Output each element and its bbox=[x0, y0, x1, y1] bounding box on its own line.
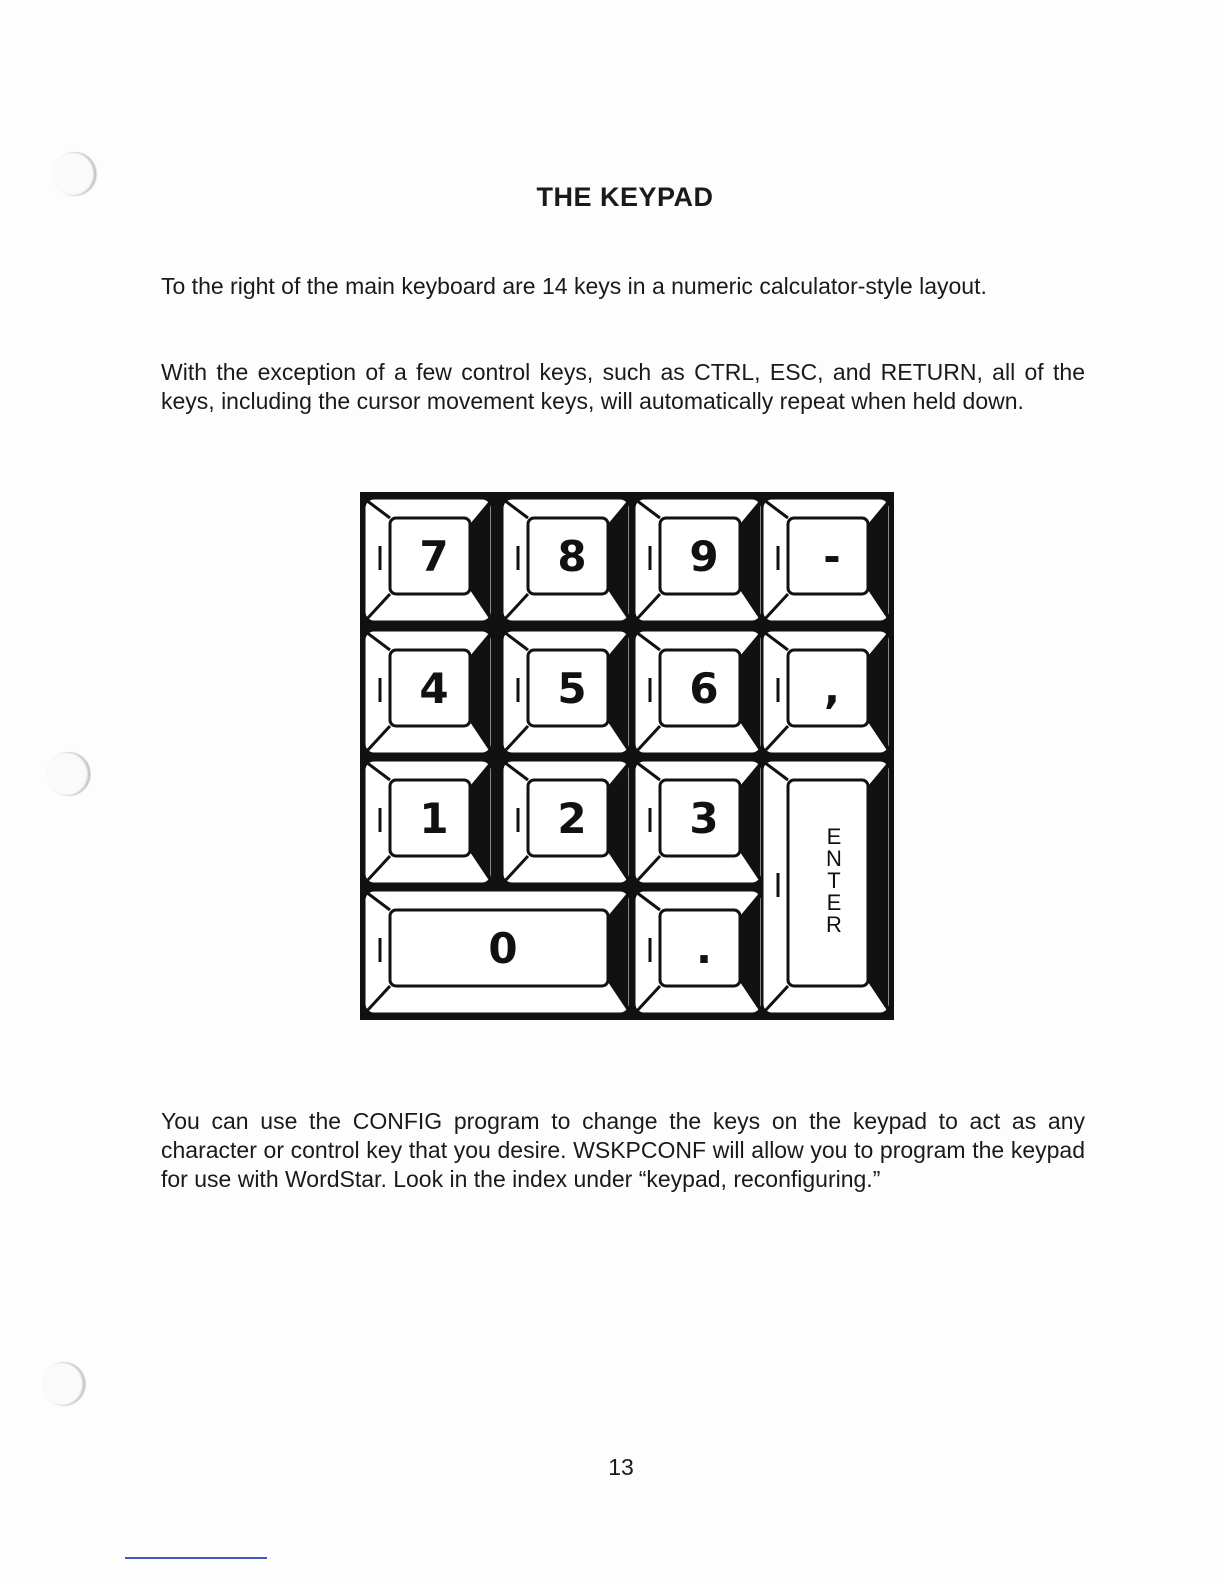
keypad-key-8 bbox=[502, 498, 630, 622]
enter-letter: N bbox=[826, 846, 842, 871]
key-label: 2 bbox=[557, 794, 587, 843]
keypad-key-2 bbox=[502, 760, 630, 884]
key-label: 0 bbox=[488, 924, 518, 973]
punch-hole-middle bbox=[46, 752, 90, 796]
keypad-illustration bbox=[360, 492, 894, 1020]
keypad-key-3 bbox=[634, 760, 762, 884]
punch-hole-bottom bbox=[41, 1362, 85, 1406]
paragraph-config: You can use the CONFIG program to change the keys on the keypad to act as any character or control key that you desire. WSKPCONF will allow you to program the keypad for use with WordStar. Look in the index under “keypad, reconfiguring.” bbox=[161, 1108, 1085, 1192]
keypad-diagram bbox=[360, 492, 894, 1020]
keypad-key-0 bbox=[364, 890, 630, 1014]
key-label: 6 bbox=[689, 664, 719, 713]
key-label: - bbox=[823, 532, 841, 581]
keypad-key-enter bbox=[762, 760, 890, 1014]
enter-letter: E bbox=[826, 824, 842, 849]
keypad-key-decimal bbox=[634, 890, 762, 1014]
keypad-key-9 bbox=[634, 498, 762, 622]
enter-letter: R bbox=[826, 912, 842, 937]
key-label: 8 bbox=[557, 532, 587, 581]
keypad-key-1 bbox=[364, 760, 492, 884]
page-title: THE KEYPAD bbox=[536, 182, 714, 212]
enter-letter: T bbox=[827, 868, 841, 893]
key-label: 9 bbox=[689, 532, 719, 581]
key-label: 7 bbox=[419, 532, 449, 581]
keypad-key-6 bbox=[634, 630, 762, 754]
keypad-key-4 bbox=[364, 630, 492, 754]
bottom-rule bbox=[125, 1557, 267, 1559]
keypad-key-7 bbox=[364, 498, 492, 622]
keypad-key-comma bbox=[762, 630, 890, 754]
page-number: 13 bbox=[608, 1454, 634, 1480]
keypad-key-5 bbox=[502, 630, 630, 754]
enter-letter: E bbox=[826, 890, 842, 915]
key-label: . bbox=[696, 924, 712, 973]
key-label: 3 bbox=[689, 794, 719, 843]
key-label: 1 bbox=[419, 794, 449, 843]
key-label: 4 bbox=[419, 664, 449, 713]
key-label: 5 bbox=[557, 664, 587, 713]
key-label: , bbox=[824, 664, 840, 713]
keypad-key-minus bbox=[762, 498, 890, 622]
paragraph-repeat-keys: With the exception of a few control keys, such as CTRL, ESC, and RETURN, all of the keys, including the cursor movement keys, will automatically repeat when held down. bbox=[161, 359, 1085, 414]
paragraph-intro: To the right of the main keyboard are 14 keys in a numeric calculator-style layout. bbox=[161, 273, 987, 299]
